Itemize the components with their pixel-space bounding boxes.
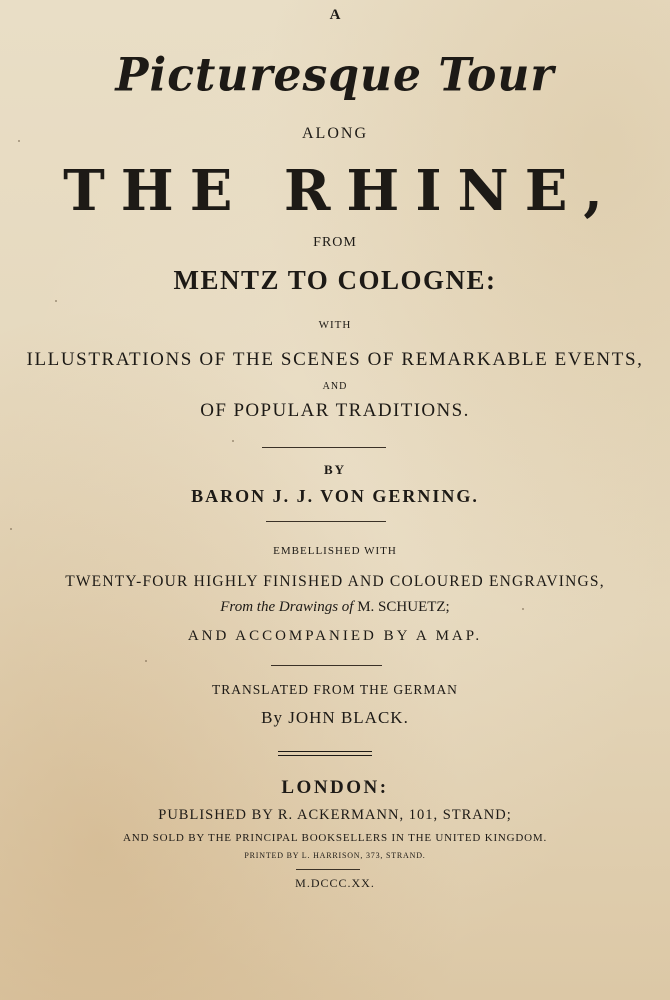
translator-name: By JOHN BLACK. bbox=[261, 708, 409, 727]
drawings-prefix: From the Drawings of bbox=[220, 599, 354, 615]
imprint-london: LONDON: bbox=[281, 777, 389, 798]
imprint-year: M.DCCC.XX. bbox=[295, 876, 375, 890]
imprint-publisher: PUBLISHED BY R. ACKERMANN, 101, STRAND; bbox=[158, 807, 512, 823]
divider-rule bbox=[296, 869, 360, 870]
subtitle-popular-traditions: OF POPULAR TRADITIONS. bbox=[200, 400, 470, 421]
embellished-with: EMBELLISHED WITH bbox=[273, 545, 397, 557]
author-name: BARON J. J. VON GERNING. bbox=[191, 486, 479, 506]
imprint-sold-by: AND SOLD BY THE PRINCIPAL BOOKSELLERS IN THE UNITED KINGDOM. bbox=[122, 832, 548, 844]
subtitle-and: AND bbox=[322, 381, 348, 392]
divider-rule bbox=[266, 521, 386, 522]
divider-rule bbox=[262, 447, 386, 448]
title-article: A bbox=[329, 7, 341, 23]
drawings-artist: M. SCHUETZ; bbox=[357, 599, 450, 615]
drawings-line bbox=[0, 600, 670, 615]
paper-speck bbox=[232, 440, 234, 442]
paper-speck bbox=[18, 140, 20, 142]
double-divider-rule bbox=[278, 751, 372, 756]
route-mentz-to-cologne: MENTZ TO COLOGNE: bbox=[173, 265, 497, 295]
main-title-the-rhine: THE RHINE, bbox=[63, 158, 619, 224]
title-from: FROM bbox=[313, 235, 357, 250]
divider-rule bbox=[271, 665, 382, 666]
paper-speck bbox=[10, 528, 12, 530]
title-picturesque-tour: Picturesque Tour bbox=[115, 48, 555, 103]
imprint-printer: PRINTED BY L. HARRISON, 373, STRAND. bbox=[244, 851, 426, 860]
subtitle-illustrations: ILLUSTRATIONS OF THE SCENES OF REMARKABLE EVENTS, bbox=[26, 349, 644, 370]
accompanied-by-map: AND ACCOMPANIED BY A MAP. bbox=[187, 628, 483, 644]
paper-speck bbox=[522, 608, 524, 610]
engravings-line: TWENTY-FOUR HIGHLY FINISHED AND COLOURED ENGRAVINGS, bbox=[65, 573, 605, 590]
author-by: BY bbox=[323, 462, 347, 477]
title-along: ALONG bbox=[302, 125, 368, 142]
subtitle-with: WITH bbox=[318, 319, 352, 331]
paper-speck bbox=[145, 660, 147, 662]
paper-speck bbox=[55, 300, 57, 302]
translated-from: TRANSLATED FROM THE GERMAN bbox=[212, 682, 458, 697]
